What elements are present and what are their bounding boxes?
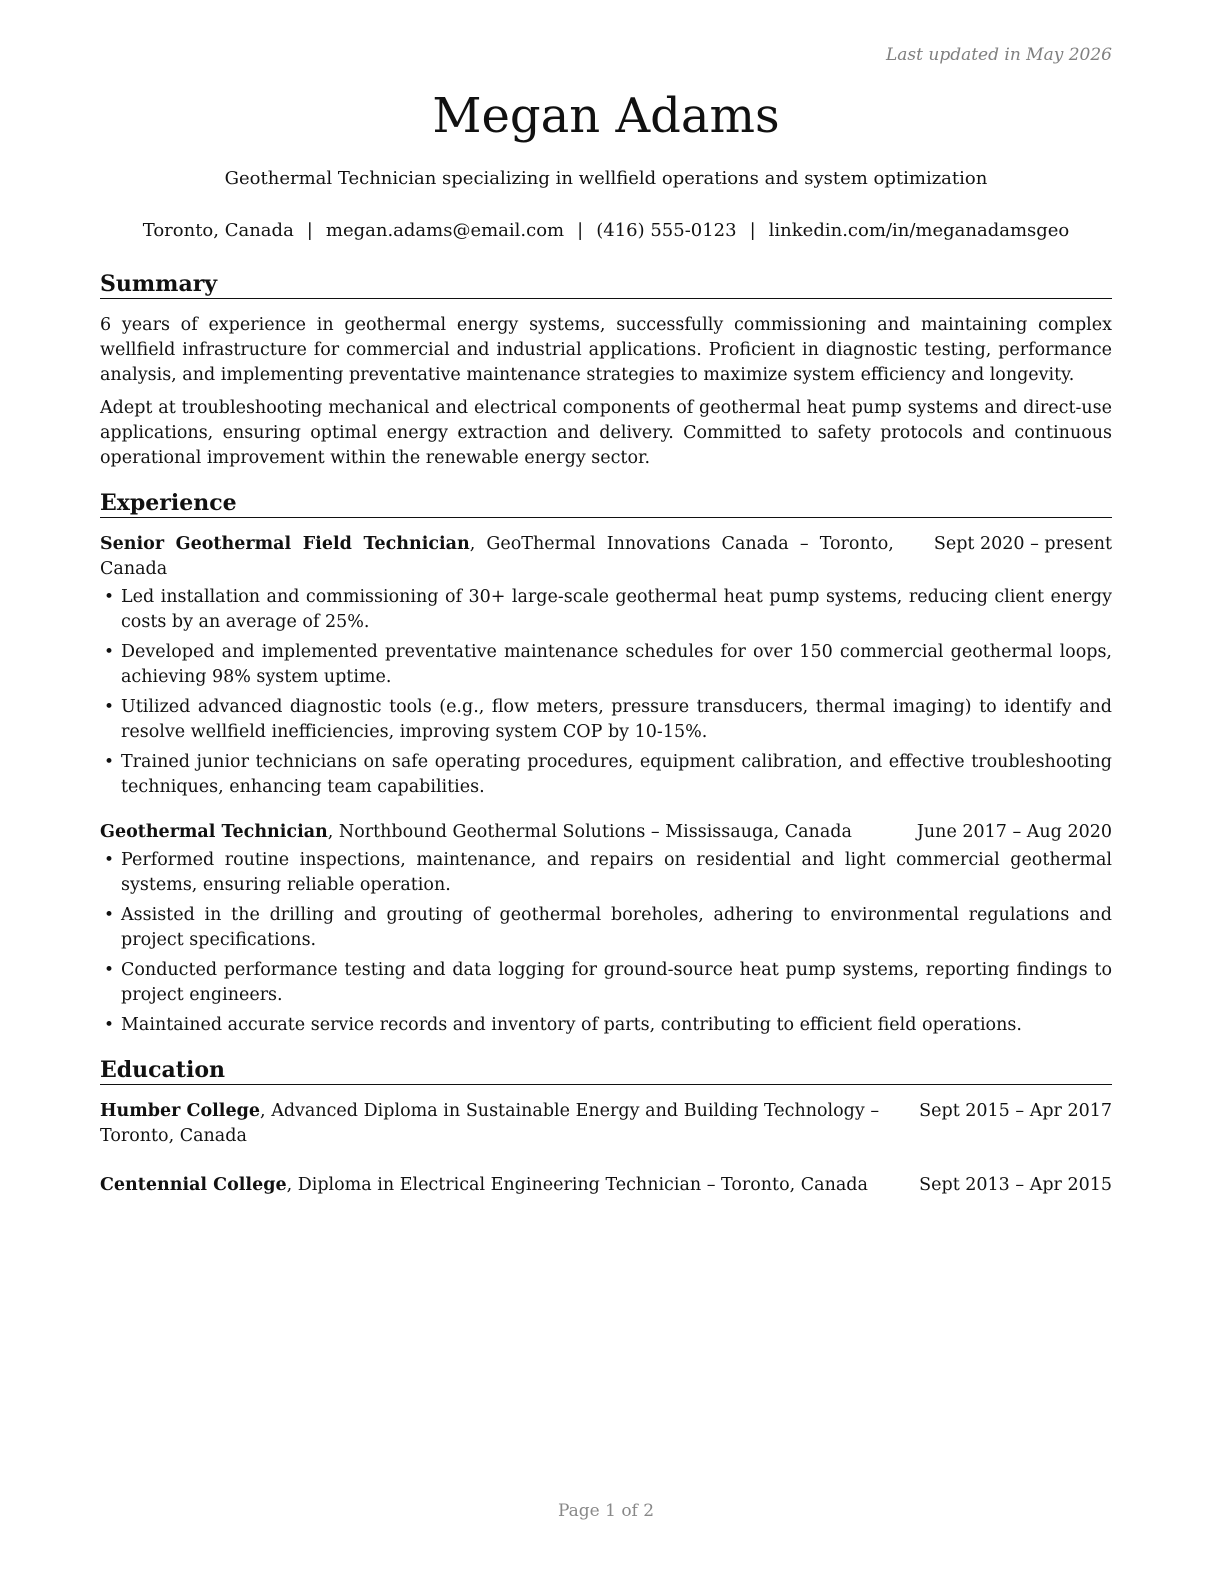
bullet-text: Developed and implemented preventative maintenance schedules for over 150 commercial geothermal loops, achieving 98% system uptime. bbox=[121, 642, 1112, 687]
job-organization: , GeoThermal Innovations Canada – Toronto, Canada bbox=[100, 534, 894, 579]
section-title-experience: Experience bbox=[100, 489, 1112, 518]
education-section bbox=[100, 1056, 1112, 1198]
program-detail: , Diploma in Electrical Engineering Technician – Toronto, Canada bbox=[286, 1175, 868, 1195]
bullet-icon: • bbox=[104, 697, 115, 717]
entry-header bbox=[100, 532, 1112, 582]
candidate-name: Megan Adams bbox=[432, 88, 780, 144]
contact-separator: | bbox=[577, 220, 584, 241]
job-role: Geothermal Technician bbox=[100, 822, 328, 842]
bullet-icon: • bbox=[104, 1015, 115, 1035]
contact-phone[interactable]: (416) 555-0123 bbox=[596, 220, 737, 241]
education-entry bbox=[100, 1173, 1112, 1198]
bullet-text: Maintained accurate service records and inventory of parts, contributing to efficient field operations. bbox=[121, 1015, 1022, 1035]
job-bullets bbox=[100, 585, 1112, 800]
bullet-item bbox=[100, 640, 1112, 690]
bullet-item bbox=[100, 750, 1112, 800]
job-dates: Sept 2020 – present bbox=[933, 534, 1112, 554]
page-indicator: Page 1 of 2 bbox=[557, 1501, 655, 1521]
entry-header bbox=[100, 1173, 1112, 1198]
school-name: Humber College bbox=[100, 1101, 260, 1121]
bullet-item bbox=[100, 1013, 1112, 1038]
bullet-icon: • bbox=[104, 960, 115, 980]
bullet-text: Conducted performance testing and data logging for ground-source heat pump systems, reporting findings to project engineers. bbox=[121, 960, 1112, 1005]
bullet-icon: • bbox=[104, 642, 115, 662]
contact-linkedin[interactable]: linkedin.com/in/meganadamsgeo bbox=[768, 220, 1070, 241]
contact-line bbox=[0, 219, 1212, 243]
contact-separator: | bbox=[749, 220, 756, 241]
school-name: Centennial College bbox=[100, 1175, 287, 1195]
bullet-text: Led installation and commissioning of 30+ large-scale geothermal heat pump systems, reducing client energy costs by an average of 25%. bbox=[121, 587, 1112, 632]
bullet-item bbox=[100, 695, 1112, 745]
bullet-text: Performed routine inspections, maintenance, and repairs on residential and light commercial geothermal systems, ensuring reliable operation. bbox=[121, 850, 1112, 895]
job-role: Senior Geothermal Field Technician bbox=[100, 534, 470, 554]
contact-email[interactable]: megan.adams@email.com bbox=[325, 220, 565, 241]
candidate-tagline: Geothermal Technician specializing in wellfield operations and system optimization bbox=[224, 168, 988, 189]
education-entry bbox=[100, 1099, 1112, 1149]
resume-content bbox=[100, 270, 1112, 1216]
job-bullets bbox=[100, 848, 1112, 1038]
contact-separator: | bbox=[306, 220, 313, 241]
entry-header bbox=[100, 820, 1112, 845]
experience-section bbox=[100, 489, 1112, 1038]
experience-entry bbox=[100, 820, 1112, 1038]
summary-section bbox=[100, 270, 1112, 471]
bullet-item bbox=[100, 585, 1112, 635]
section-title-summary: Summary bbox=[100, 270, 1112, 299]
bullet-item bbox=[100, 958, 1112, 1008]
bullet-text: Trained junior technicians on safe operating procedures, equipment calibration, and effective troubleshooting techniques, enhancing team capabilities. bbox=[121, 752, 1112, 797]
job-organization: , Northbound Geothermal Solutions – Mississauga, Canada bbox=[327, 822, 852, 842]
education-dates: Sept 2015 – Apr 2017 bbox=[919, 1101, 1112, 1121]
bullet-text: Assisted in the drilling and grouting of geothermal boreholes, adhering to environmental regulations and project specifications. bbox=[121, 905, 1112, 950]
last-updated-note: Last updated in May 2026 bbox=[885, 45, 1112, 65]
section-title-education: Education bbox=[100, 1056, 1112, 1085]
education-dates: Sept 2013 – Apr 2015 bbox=[919, 1175, 1112, 1195]
entry-header bbox=[100, 1099, 1112, 1149]
summary-paragraph: 6 years of experience in geothermal energy systems, successfully commissioning and maintaining complex wellfield infrastructure for commercial and industrial applications. Proficient in diagnostic testing, performance analysis, and implementing preventative maintenance strategies to maximize system efficiency and longevity. bbox=[100, 315, 1112, 385]
bullet-item bbox=[100, 903, 1112, 953]
bullet-text: Utilized advanced diagnostic tools (e.g., flow meters, pressure transducers, thermal imaging) to identify and resolve wellfield inefficiencies, improving system COP by 10-15%. bbox=[121, 697, 1112, 742]
bullet-item bbox=[100, 848, 1112, 898]
bullet-icon: • bbox=[104, 587, 115, 607]
bullet-icon: • bbox=[104, 850, 115, 870]
bullet-icon: • bbox=[104, 905, 115, 925]
summary-paragraph: Adept at troubleshooting mechanical and electrical components of geothermal heat pump systems and direct-use applications, ensuring optimal energy extraction and delivery. Committed to safety protocols and continuous operational improvement within the renewable energy sector. bbox=[100, 398, 1112, 468]
experience-entry bbox=[100, 532, 1112, 800]
program-detail: , Advanced Diploma in Sustainable Energy and Building Technology – Toronto, Canada bbox=[100, 1101, 880, 1146]
bullet-icon: • bbox=[104, 752, 115, 772]
job-dates: June 2017 – Aug 2020 bbox=[916, 822, 1112, 842]
contact-location: Toronto, Canada bbox=[142, 220, 294, 241]
